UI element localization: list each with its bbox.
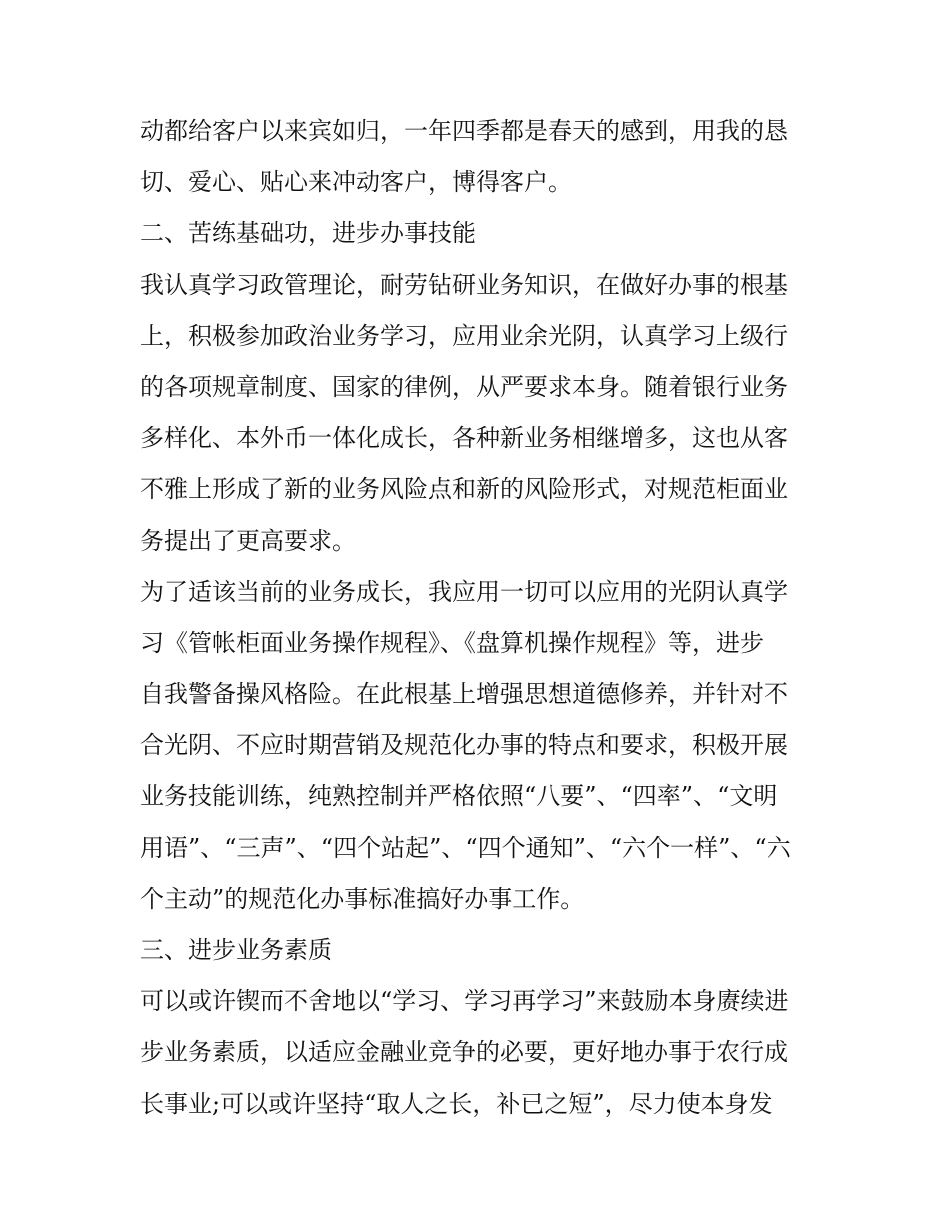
section-heading: 二、苦练基础功，进步办事技能 <box>140 219 476 248</box>
text-line: 个主动”的规范化办事标准搞好办事工作。 <box>140 884 585 913</box>
text-line: 用语”、“三声”、“四个站起”、“四个通知”、“六个一样”、“六 <box>140 833 791 862</box>
text-line: 自我警备操风格险。在此根基上增强思想道德修养，并针对不 <box>140 680 788 709</box>
text-line: 我认真学习政管理论，耐劳钻研业务知识，在做好办事的根基 <box>140 270 788 299</box>
text-line: 可以或许锲而不舍地以“学习、学习再学习”来鼓励本身赓续进 <box>140 987 789 1016</box>
document-body <box>140 106 812 1130</box>
text-line: 长事业;可以或许坚持“取人之长，补已之短”，尽力使本身发 <box>140 1089 773 1118</box>
text-line: 合光阴、不应时期营销及规范化办事的特点和要求，积极开展 <box>140 731 788 760</box>
text-line: 习《管帐柜面业务操作规程》、《盘算机操作规程》等，进步 <box>140 628 764 657</box>
section-heading: 三、进步业务素质 <box>140 936 332 964</box>
text-line: 务提出了更高要求。 <box>140 526 356 555</box>
text-line: 切、爱心、贴心来冲动客户，博得客户。 <box>140 168 572 197</box>
text-line: 步业务素质，以适应金融业竞争的必要，更好地办事于农行成 <box>140 1038 788 1067</box>
text-line: 动都给客户以来宾如归，一年四季都是春天的感到，用我的恳 <box>140 117 788 145</box>
text-line: 为了适该当前的业务成长，我应用一切可以应用的光阴认真学 <box>140 577 788 606</box>
text-line: 上，积极参加政治业务学习，应用业余光阴，认真学习上级行 <box>140 321 788 350</box>
text-line: 多样化、本外币一体化成长，各种新业务相继增多，这也从客 <box>140 424 788 453</box>
text-line: 的各项规章制度、国家的律例，从严要求本身。随着银行业务 <box>140 372 788 401</box>
text-line: 业务技能训练，纯熟控制并严格依照“八要”、“四率”、“文明 <box>140 782 778 811</box>
text-line: 不雅上形成了新的业务风险点和新的风险形式，对规范柜面业 <box>140 475 788 504</box>
